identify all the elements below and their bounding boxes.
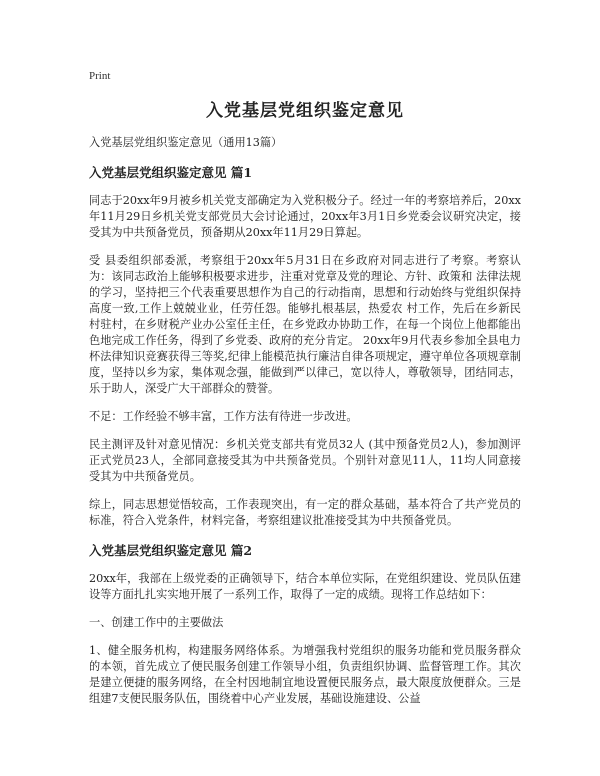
- paragraph: 1、健全服务机构，构建服务网络体系。为增强我村党组织的服务功能和党员服务群众的本领，首先成立了便民服务创建工作领导小组，负责组织协调、监督管理工作。其次是建立便捷的服务网络，在全村因地制宜地设置便民服务点，最大限度放便群众。三是组建7支便民服务队伍，围绕着中心产业发展，基础设施建设、公益: [89, 644, 521, 705]
- section-heading-1: 入党基层党组织鉴定意见 篇1: [89, 165, 253, 180]
- paragraph: 不足：工作经验不够丰富，工作方法有待进一步改进。: [89, 410, 358, 423]
- paragraph: 民主测评及针对意见情况：乡机关党支部共有党员32人 (其中预备党员2人)，参加测评正式党员23人，全部同意接受其为中共预备党员。个别针对意见11人，11均人同意接受其为中共预备党员。: [89, 438, 521, 483]
- paragraph: 一、创建工作中的主要做法: [89, 616, 224, 629]
- section-heading-2: 入党基层党组织鉴定意见 篇2: [89, 543, 253, 558]
- subtitle: 入党基层党组织鉴定意见（通用13篇）: [89, 136, 283, 149]
- paragraph: 同志于20xx年9月被乡机关党支部确定为入党积极分子。经过一年的考察培养后，20xx年11月29日乡机关党支部党员大会讨论通过，20xx年3月1日乡党委会议研究决定，接受其为中共预备党员，预备期从20xx年11月29日算起。: [89, 194, 521, 239]
- print-link[interactable]: Print: [89, 70, 111, 82]
- paragraph: 20xx年，我部在上级党委的正确领导下，结合本单位实际，在党组织建设、党员队伍建设等方面扎扎实实地开展了一系列工作，取得了一定的成绩。现将工作总结如下：: [89, 572, 521, 601]
- document-page: [89, 70, 521, 719]
- paragraph: 受 县委组织部委派，考察组于20xx年5月31日在乡政府对同志进行了考察。考察认为：该同志政治上能够积极要求进步，注重对党章及党的理论、方针、政策和 法律法规的学习，坚持把三个代表重要思想作为自己的行动指南，思想和行动始终与党组织保持高度一致,工作上兢兢业业，任劳任怨。能够扎根基层，热爱农 村工作，先后在乡新民村驻村，在乡财税产业办公室任主任，在乡党政办协助工作，在每一个岗位上他都能出色地完成工作任务，得到了乡党委、政府的充分肯定。 20xx年9月代表乡参加全县电力杯法律知识竞赛获得三等奖,纪律上能模范执行廉洁自律各项规定，遵守单位各项规章制度，坚持以乡为家，集体观念强，能做到严以律己，宽以待人，尊敬领导，团结同志，乐于助人，深受广大干部群众的赞誉。: [89, 254, 521, 395]
- paragraph: 综上，同志思想觉悟较高，工作表现突出，有一定的群众基础，基本符合了共产党员的标准，符合入党条件，材料完备，考察组建议批准接受其为中共预备党员。: [89, 498, 521, 527]
- page-title: 入党基层党组织鉴定意见: [206, 101, 404, 121]
